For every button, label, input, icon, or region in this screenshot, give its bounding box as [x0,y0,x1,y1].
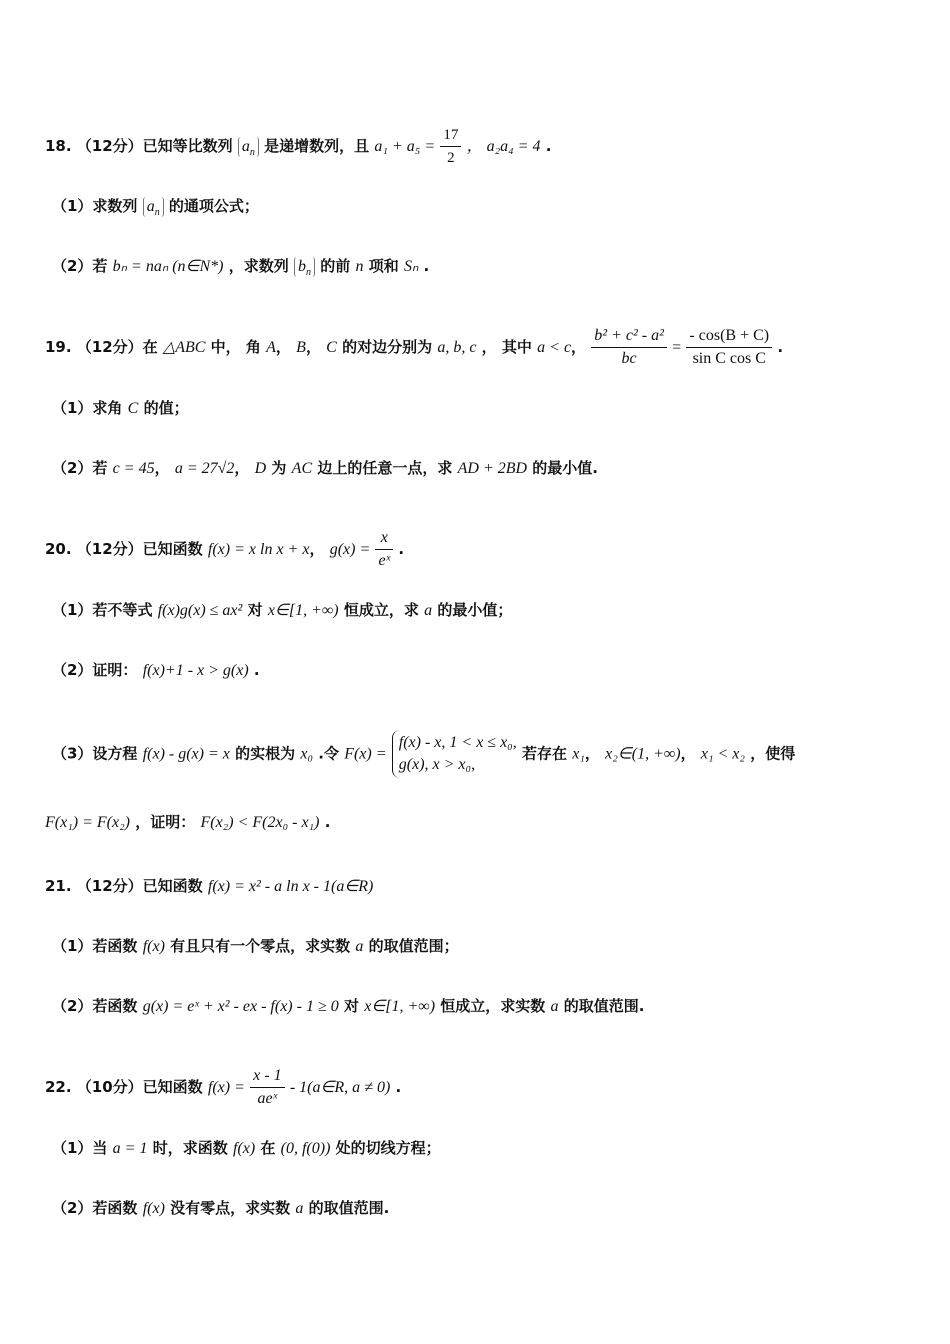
p19-t3: ， 其中 [481,338,532,356]
problem-18-part2 [52,256,429,277]
p21-p1-end: 的取值范围； [368,937,459,955]
p19-p2-AC: AC [291,460,313,477]
p20-g-frac: $\frac{x}{\text{eˣ}}$ [375,528,393,571]
p18-p2-label: （2）若 [52,257,108,275]
p19-frac-left: $\frac{\text{b² + c² - a²}}{bc}$ [591,326,667,369]
p21-p2-range: x∈[1, +∞) [364,998,436,1015]
p18-seq-2: $a_n$ [143,197,164,217]
p18-p2-end: . [423,257,430,275]
p22-p1-label: （1）当 [52,1139,108,1157]
p19-C: C [326,339,337,356]
p22-fx: f(x) = [207,1079,245,1096]
p20-p3-prove: ，证明： [135,813,196,831]
p18-p1-label: （1）求数列 [52,197,138,215]
p18-cond2: ， a₂a₄ = 4 [466,138,541,155]
p21-p2-dui: 对 [343,997,359,1015]
p21-p2-label: （2）若函数 [52,997,138,1015]
p19-p2-wei: 为 [271,459,287,477]
p18-p2-text2: 的前 [320,257,351,275]
p19-p2-expr: AD + 2BD [457,460,528,477]
p19-abc: a, b, c [437,339,477,356]
p22-tail: - 1(a∈R, a ≠ 0) [289,1079,391,1096]
p20-p2-formula: f(x)+1 - x > g(x) [142,662,249,679]
p20-p3-x0: x₀ [300,745,314,763]
p18-p1-text: 的通项公式； [168,197,259,215]
problem-20-part3: （3）设方程 f(x) - g(x) = x 的实根为 x₀ .令 F(x) = f(x) - x, 1 < x ≤ x₀, g(x), x > x₀, 若存在 x₁， x₂∈(1, +∞)， x₁ < x₂ ，使得 [52,730,795,778]
problem-20-part2: （2）证明： f(x)+1 - x > g(x) . [52,661,260,679]
p19-p1-C: C [127,400,139,417]
p20-p3-text3: ，使得 [750,744,796,763]
p21-p1-label: （1）若函数 [52,937,138,955]
problem-21-statement [45,876,373,897]
problem-19-statement: 19. （12分）在 △ABC 中， 角 A， B， C 的对边分别为 a, b, c ， 其中 a < c， $\frac{\text{b² + c² - a²}}{bc}$ = $\frac{- \cos(B + C)}{\text{sin C cos C}}$ . [45,327,784,367]
p18-seq: $a_n$ [238,137,259,157]
p20-gx: g(x) = [329,541,371,558]
p19-p1-text: 的值； [143,399,189,417]
p19-header: 19. （12分）在 [45,338,158,356]
p20-p1-label: （1）若不等式 [52,601,153,619]
p20-p3-ineq: F(x₂) < F(2x₀ - x₁) [200,814,320,831]
p20-header: 20. （12分）已知函数 [45,540,203,558]
p22-p1-zai: 在 [260,1139,276,1157]
p21-p2-end: 的取值范围. [563,997,645,1015]
problem-22-statement: 22. （10分）已知函数 f(x) = $\frac{x - 1}{\text{aeˣ}}$ - 1(a∈R, a ≠ 0) . [45,1067,402,1107]
p21-p2-formula: g(x) = eˣ + x² - ex - f(x) - 1 ≥ 0 [142,998,339,1015]
p22-header: 22. （10分）已知函数 [45,1078,203,1096]
p18-cond1: a₁ + a₅ = [374,138,436,155]
p20-p3-text2: 若存在 [521,744,567,763]
p20-p3-Fx: F(x) = [344,745,387,763]
p21-p1-f: f(x) [142,938,165,955]
p21-p1-a: a [355,938,364,955]
p22-p1-f: f(x) [232,1140,256,1157]
p19-t1: 中， 角 [210,338,261,356]
p18-bseq: $b_n$ [294,257,315,277]
p22-p2-text: 没有零点，求实数 [170,1199,291,1217]
problem-21-part2 [52,996,644,1017]
p19-B: B [296,339,306,356]
p21-fx: f(x) = x² - a ln x - 1(a∈R) [207,878,374,895]
p21-p1-text: 有且只有一个零点，求实数 [170,937,351,955]
p19-A: A [266,339,276,356]
p18-p2-sn: Sₙ [403,258,419,275]
p19-p2-end: 的最小值. [532,459,598,477]
p22-p1-end: 处的切线方程； [335,1139,441,1157]
problem-18-statement [45,125,551,168]
p20-p3-x2range: x₂∈(1, +∞) [605,745,681,763]
p18-p2-text3: 项和 [368,257,399,275]
p20-p1-dui: 对 [247,601,263,619]
p20-p3-order: x₁ < x₂ [700,745,745,763]
p19-p1-label: （1）求角 [52,399,123,417]
problem-18-part1 [52,196,259,217]
p22-p2-f: f(x) [142,1200,165,1217]
p20-p3-label: （3）设方程 [52,744,138,763]
problem-19-part2: （2）若 c = 45， a = 27√2， D 为 AC 边上的任意一点，求 AD + 2BD 的最小值. [52,459,598,477]
p20-fx: f(x) = x ln x + x [207,541,310,558]
p20-p1-text: 恒成立，求 [343,601,419,619]
problem-19-part1 [52,398,189,419]
p19-p2-a: a = 27√2 [174,460,235,477]
p22-p2-a: a [295,1200,304,1217]
p20-p1-range: x∈[1, +∞) [267,602,339,619]
problem-20-part3-cont: F(x₁) = F(x₂) ，证明： F(x₂) < F(2x₀ - x₁) . [45,813,331,831]
p20-p1-a: a [424,602,433,619]
p21-header: 21. （12分）已知函数 [45,877,203,895]
p18-header: 18. （12分）已知等比数列 [45,137,233,155]
p21-p2-a: a [550,998,559,1015]
problem-20-part1 [52,600,512,621]
problem-22-part1 [52,1138,441,1159]
p22-p1-a1: a = 1 [112,1140,148,1157]
p18-fraction: $\frac{17}{2}$ [440,125,461,168]
p18-text: 是递增数列，且 [264,137,370,155]
p19-tri: △ABC [162,339,206,356]
p18-p2-text1: ，求数列 [228,257,289,275]
p22-frac: $\frac{x - 1}{\text{aeˣ}}$ [250,1066,284,1109]
p18-p2-formula: bₙ = naₙ (n∈N*) [112,258,224,275]
p18-p2-n: n [355,258,364,275]
p20-p3-eq: f(x) - g(x) = x [142,745,230,763]
p20-p3-ling: .令 [318,744,339,763]
p22-p2-end: 的取值范围. [308,1199,390,1217]
problem-21-part1 [52,936,459,957]
p19-p2-D: D [254,460,267,477]
p18-end: . [545,137,552,155]
p19-t2: 的对边分别为 [342,338,433,356]
p20-p1-end: 的最小值； [437,601,513,619]
p19-frac-right: $\frac{- \cos(B + C)}{\text{sin C cos C}}$ [686,326,772,369]
p20-p3-x1: x₁ [572,745,585,763]
p20-p2-label: （2）证明： [52,661,138,679]
problem-22-part2 [52,1198,389,1219]
p19-ineq: a < c [537,339,572,356]
p19-p2-c: c = 45 [112,460,155,477]
p20-p3-piecewise: f(x) - x, 1 < x ≤ x₀, g(x), x > x₀, [392,730,517,778]
p22-p2-label: （2）若函数 [52,1199,138,1217]
p21-p2-text: 恒成立，求实数 [440,997,546,1015]
p22-p1-text1: 时，求函数 [152,1139,228,1157]
problem-20-statement: 20. （12分）已知函数 f(x) = x ln x + x， g(x) = $\frac{x}{\text{eˣ}}$ . [45,529,405,569]
p19-p2-label: （2）若 [52,459,108,477]
p22-p1-point: (0, f(0)) [280,1140,331,1157]
p20-p3-equal: F(x₁) = F(x₂) [45,814,130,831]
p19-p2-text: 边上的任意一点，求 [317,459,453,477]
p20-p3-text1: 的实根为 [235,744,296,763]
p20-p1-ineq: f(x)g(x) ≤ ax² [157,602,243,619]
